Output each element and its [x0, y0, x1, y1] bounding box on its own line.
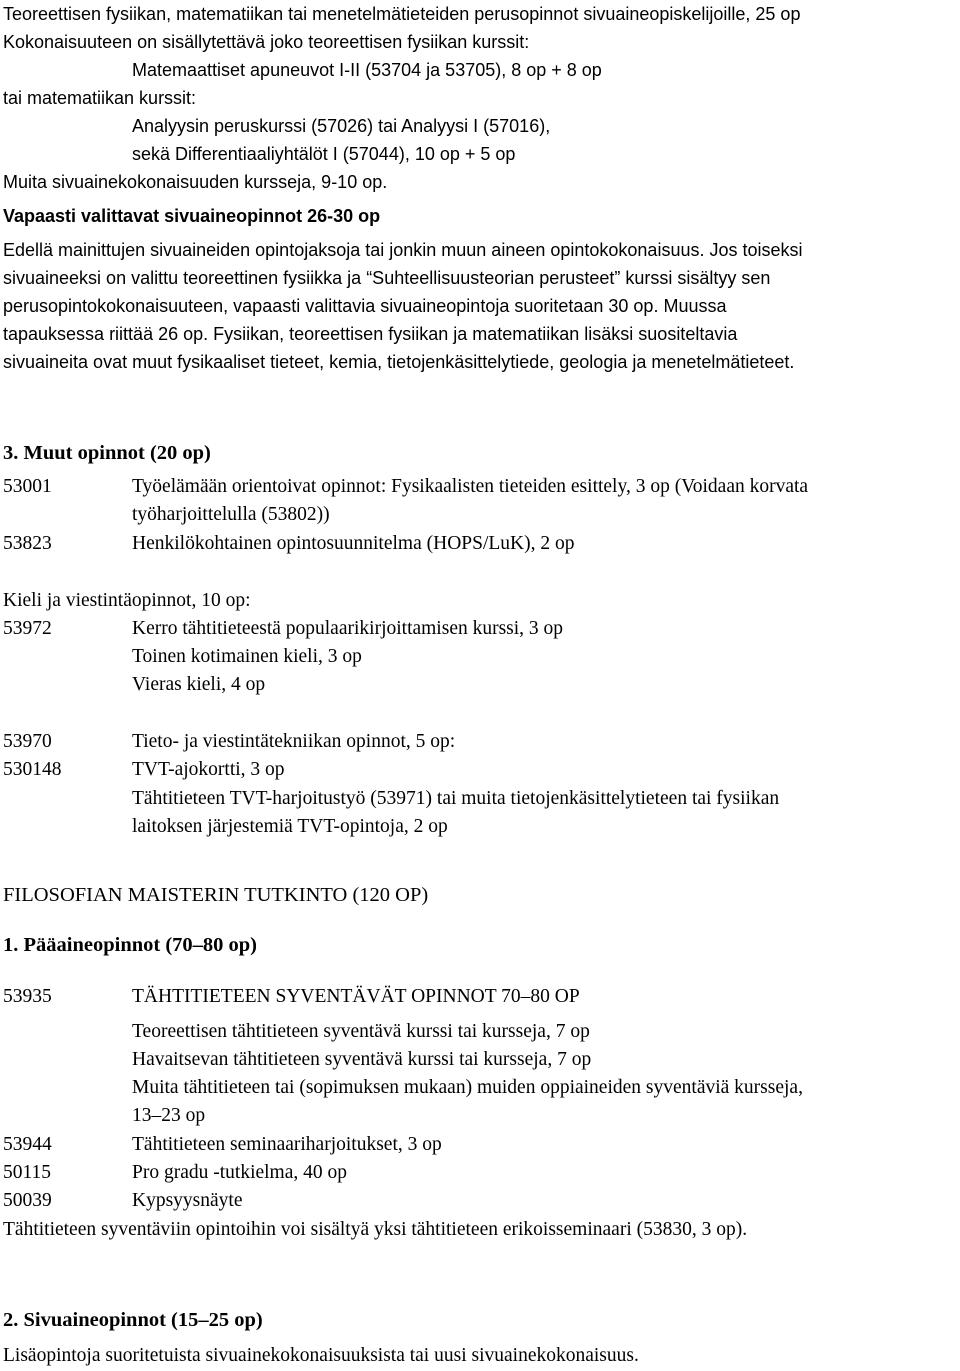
- intro-line-4: tai matematiikan kurssit:: [3, 88, 197, 108]
- course-code: 53972: [3, 618, 52, 639]
- course-title: Tähtitieteen TVT-harjoitustyö (53971) tai muita tietojenkäsittelytieteen tai fysiikan: [132, 788, 780, 809]
- course-code: 53944: [3, 1134, 52, 1155]
- course-title-cont: työharjoittelulla (53802)): [132, 504, 330, 525]
- sivuaine-heading: 2. Sivuaineopinnot (15–25 op): [3, 1309, 263, 1331]
- fm-heading: FILOSOFIAN MAISTERIN TUTKINTO (120 OP): [3, 884, 429, 906]
- course-title: TVT-ajokortti, 3 op: [132, 759, 285, 780]
- course-code: 530148: [3, 759, 62, 780]
- course-code: 53970: [3, 731, 52, 752]
- course-code: 53935: [3, 986, 52, 1007]
- vapaasti-heading: Vapaasti valittavat sivuaineopinnot 26-30 op: [3, 206, 381, 226]
- course-title-cont: laitoksen järjestemiä TVT-opintoja, 2 op: [132, 816, 448, 837]
- course-code: 50115: [3, 1162, 52, 1183]
- intro-line-2: Kokonaisuuteen on sisällytettävä joko teoreettisen fysiikan kurssit:: [3, 32, 530, 52]
- course-code: 53001: [3, 476, 52, 497]
- course-title: Työelämään orientoivat opinnot: Fysikaalisten tieteiden esittely, 3 op (Voidaan korvata: [132, 476, 809, 497]
- course-title: Henkilökohtainen opintosuunnitelma (HOPS/LuK), 2 op: [132, 533, 575, 554]
- muut-heading: 3. Muut opinnot (20 op): [3, 442, 211, 464]
- intro-line-7: Muita sivuainekokonaisuuden kursseja, 9-10 op.: [3, 172, 388, 192]
- kieli-heading: Kieli ja viestintäopinnot, 10 op:: [3, 590, 251, 611]
- intro-line-5: Analyysin peruskurssi (57026) tai Analyysi I (57016),: [132, 116, 551, 136]
- course-title: TÄHTITIETEEN SYVENTÄVÄT OPINNOT 70–80 OP: [132, 986, 580, 1007]
- intro-line-1: Teoreettisen fysiikan, matematiikan tai menetelmätieteiden perusopinnot sivuaineopiskelijoille, 25 op: [3, 4, 801, 24]
- sivuaine-text: Lisäopintoja suoritetuista sivuainekokonaisuuksista tai uusi sivuainekokonaisuus.: [3, 1345, 639, 1366]
- course-title: Tähtitieteen seminaariharjoitukset, 3 op: [132, 1134, 442, 1155]
- course-title: Toinen kotimainen kieli, 3 op: [132, 646, 362, 667]
- vapaasti-line-4: tapauksessa riittää 26 op. Fysiikan, teoreettisen fysiikan ja matematiikan lisäksi suositeltavia: [3, 324, 738, 344]
- course-title: Muita tähtitieteen tai (sopimuksen mukaan) muiden oppiaineiden syventäviä kursseja,: [132, 1077, 803, 1098]
- course-title: Havaitsevan tähtitieteen syventävä kurssi tai kursseja, 7 op: [132, 1049, 592, 1070]
- course-title: Kerro tähtitieteestä populaarikirjoittamisen kurssi, 3 op: [132, 618, 564, 639]
- vapaasti-line-5: sivuaineita ovat muut fysikaaliset tieteet, kemia, tietojenkäsittelytiede, geologia ja menetelmätieteet.: [3, 352, 795, 372]
- course-title: Vieras kieli, 4 op: [132, 674, 266, 695]
- course-title-cont: 13–23 op: [132, 1105, 206, 1126]
- paaaine-heading: 1. Pääaineopinnot (70–80 op): [3, 934, 257, 956]
- course-title: Tieto- ja viestintätekniikan opinnot, 5 op:: [132, 731, 456, 752]
- syventavat-note: Tähtitieteen syventäviin opintoihin voi sisältyä yksi tähtitieteen erikoisseminaari (53830, 3 op).: [3, 1219, 748, 1240]
- intro-line-6: sekä Differentiaaliyhtälöt I (57044), 10 op + 5 op: [132, 144, 516, 164]
- vapaasti-line-2: sivuaineeksi on valittu teoreettinen fysiikka ja “Suhteellisuusteorian perusteet” kurssi sisältyy sen: [3, 268, 771, 288]
- course-code: 53823: [3, 533, 52, 554]
- vapaasti-line-1: Edellä mainittujen sivuaineiden opintojaksoja tai jonkin muun aineen opintokokonaisuus. Jos toiseksi: [3, 240, 803, 260]
- intro-line-3: Matemaattiset apuneuvot I-II (53704 ja 53705), 8 op + 8 op: [132, 60, 602, 80]
- vapaasti-line-3: perusopintokokonaisuuteen, vapaasti valittavia sivuaineopintoja suoritetaan 30 op. Muussa: [3, 296, 727, 316]
- course-code: 50039: [3, 1190, 52, 1211]
- course-title: Teoreettisen tähtitieteen syventävä kurssi tai kursseja, 7 op: [132, 1021, 590, 1042]
- course-title: Pro gradu -tutkielma, 40 op: [132, 1162, 348, 1183]
- course-title: Kypsyysnäyte: [132, 1190, 243, 1211]
